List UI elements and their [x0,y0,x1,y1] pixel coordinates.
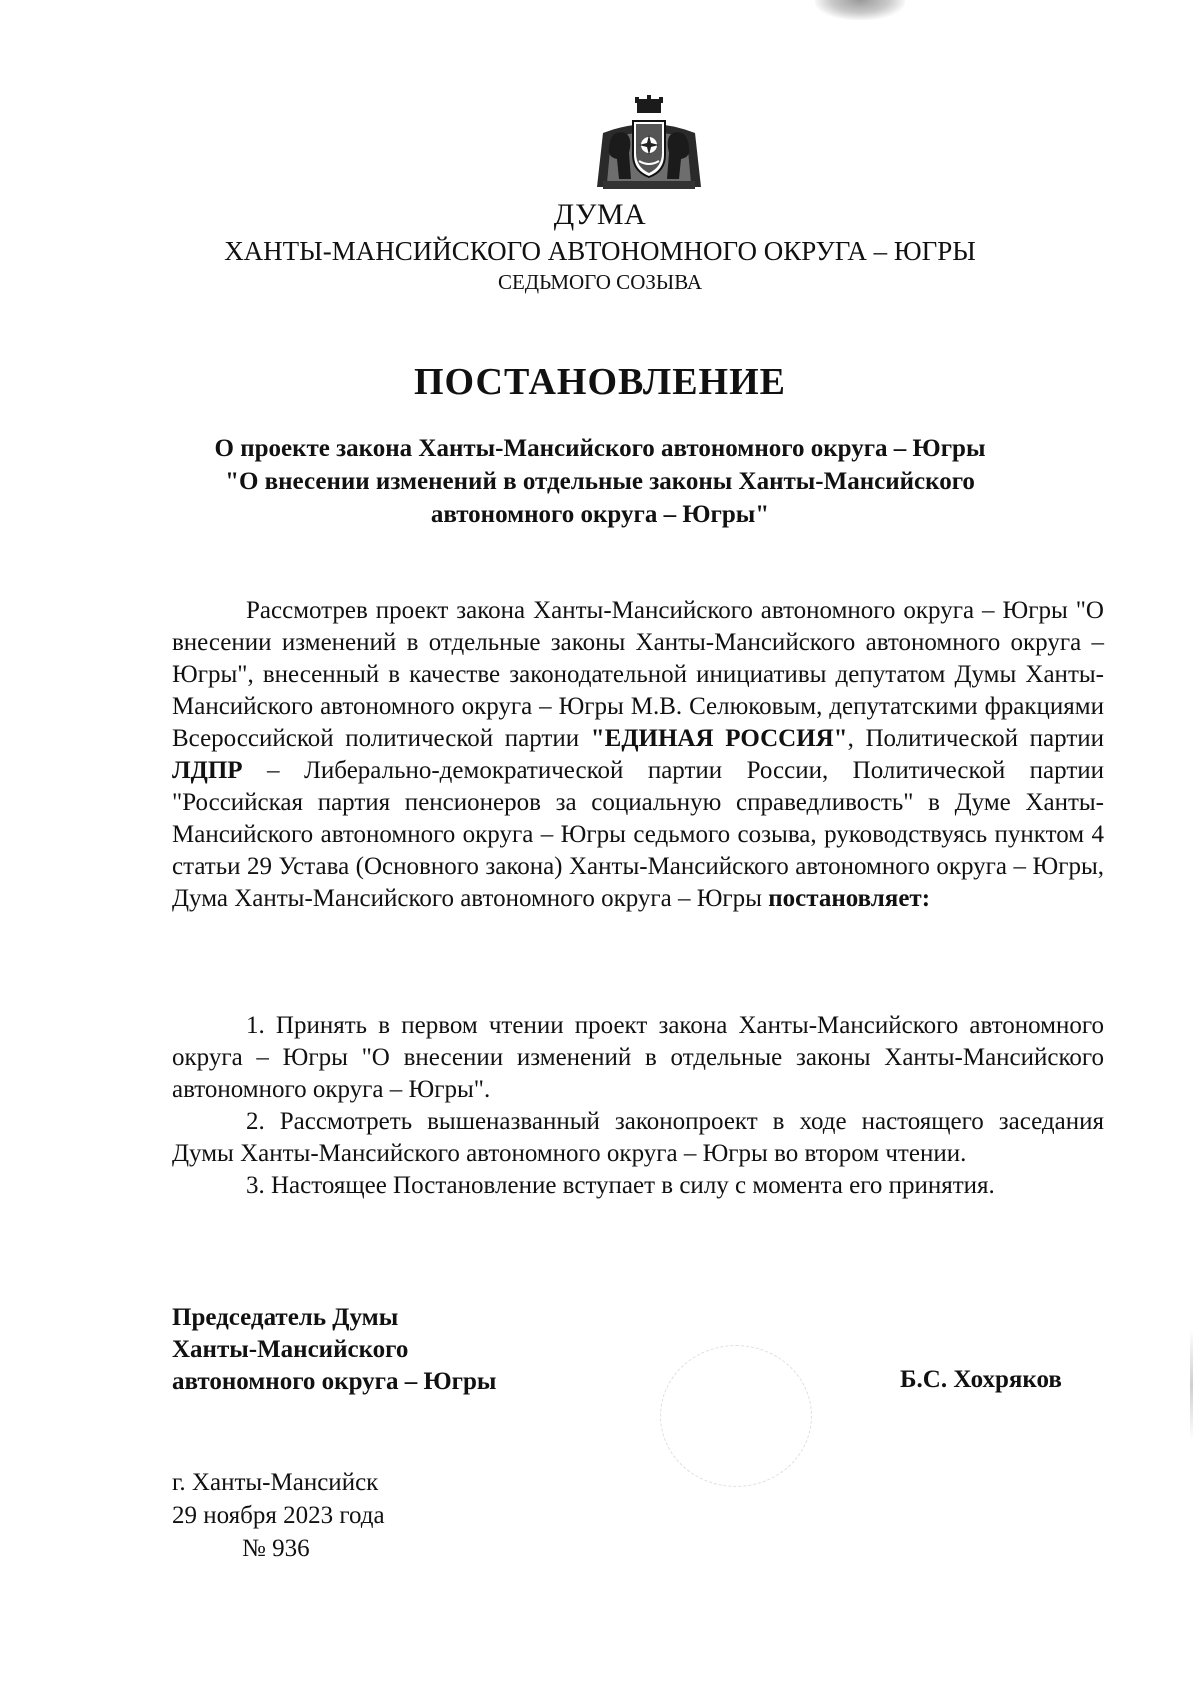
organization-title: ДУМА [553,198,647,231]
faint-stamp [660,1345,812,1487]
party-name: "ЕДИНАЯ РОССИЯ" [590,725,848,752]
subject-line: "О внесении изменений в отдельные законы Ханты-Мансийского [225,468,975,495]
document-date: 29 ноября 2023 года [172,1502,385,1529]
resolution-item: 2. Рассмотреть вышеназванный законопроект в ходе настоящего заседания Думы Ханты-Мансийского автономного округа – Югры во втором чтении. [172,1108,1104,1167]
position-line: Председатель Думы [172,1304,399,1331]
position-line: Ханты-Мансийского [172,1336,409,1363]
party-name: ЛДПР [172,757,243,784]
convocation: СЕДЬМОГО СОЗЫВА [497,270,703,294]
preamble-text: – Либерально-демократической партии России, Политической партии "Российская партия пенсионеров за социальную справедливость" в Думе Ханты-Мансийского автономного округа – Югры седьмого созыва, руководствуясь пунктом 4 статьи 29 Устава (Основного закона) Ханты-Мансийского автономного округа – Югры, Дума Ханты-Мансийского автономного округа – Югры [172,757,1104,912]
subject-line: автономного округа – Югры" [430,501,770,528]
city: г. Ханты-Мансийск [172,1469,379,1496]
preamble-text: Рассмотрев проект закона Ханты-Мансийского автономного округа – Югры "О внесении изменений в отдельные законы Ханты-Мансийского автономного округа – Югры", внесенный в качестве законодательной инициативы депутатом Думы Ханты-Мансийского автономного округа – Югры М.В. Селюковым, депутатскими фракциями Всероссийской политической партии [172,597,1104,752]
document-number: № 936 [242,1535,310,1562]
preamble-text: , Политической партии [847,725,1104,752]
scan-artifact [815,0,905,20]
resolves-word: постановляет: [768,885,931,912]
document-type: ПОСТАНОВЛЕНИЕ [413,361,787,403]
resolution-item: 3. Настоящее Постановление вступает в силу с момента его принятия. [246,1172,995,1199]
signatory-name: Б.С. Хохряков [900,1366,1062,1393]
coat-of-arms-icon [589,95,709,195]
resolution-items [172,1010,1104,1202]
organization-region: ХАНТЫ-МАНСИЙСКОГО АВТОНОМНОГО ОКРУГА – ЮГРЫ [224,236,976,266]
signatory-position [172,1302,496,1398]
document-subject [150,432,1050,531]
position-line: автономного округа – Югры [172,1368,497,1395]
subject-line: О проекте закона Ханты-Мансийского автономного округа – Югры [214,435,986,462]
document-footer [172,1466,385,1565]
preamble-paragraph [172,595,1104,915]
scan-edge-artifact [1190,1330,1193,1440]
resolution-item: 1. Принять в первом чтении проект закона Ханты-Мансийского автономного округа – Югры "О внесении изменений в отдельные законы Ханты-Мансийского автономного округа – Югры". [172,1012,1104,1103]
